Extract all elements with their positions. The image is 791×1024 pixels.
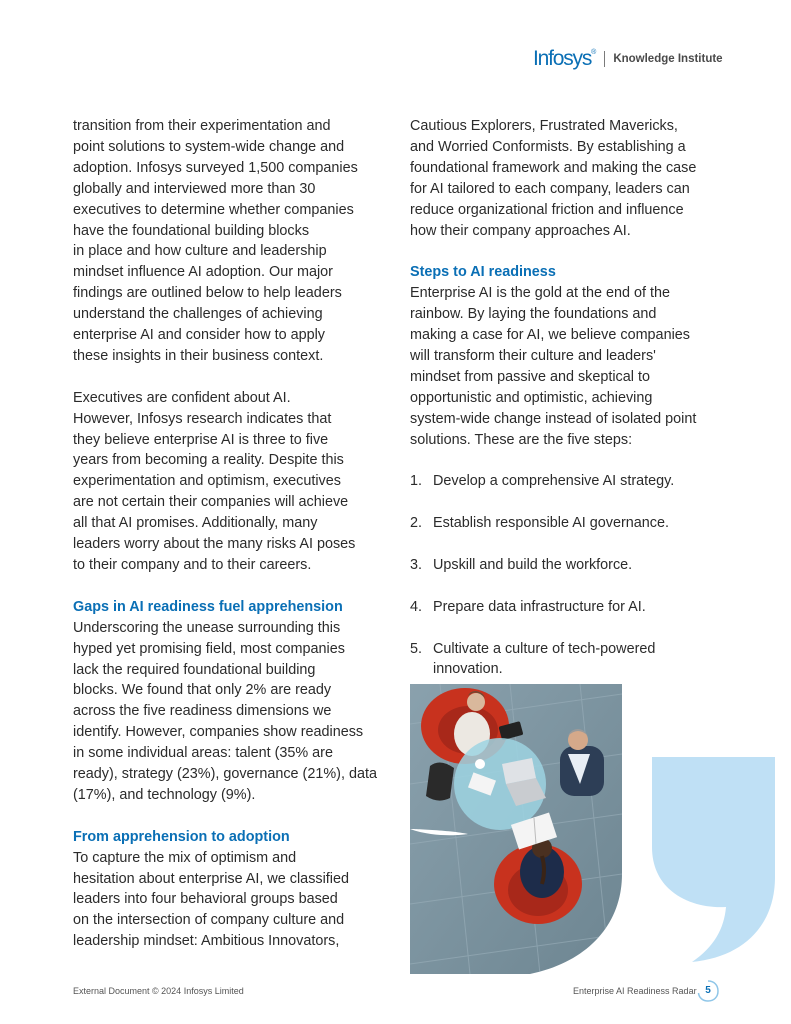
- meeting-photo: [410, 684, 622, 974]
- heading-adoption: From apprehension to adoption: [73, 828, 290, 845]
- steps-list: [410, 471, 722, 680]
- step-item: 2. Establish responsible AI governance.: [410, 515, 669, 532]
- steps-intro-paragraph: Enterprise AI is the gold at the end of the rainbow. By laying the foundations and making a case for AI, we believe companies will transform their culture and leaders' mindset from passive and skeptical to opportunistic and optimistic, achieving system-wide change instead of isolated point solutions. These are the five steps:: [410, 285, 697, 448]
- step-item: 1. Develop a comprehensive AI strategy.: [410, 473, 675, 490]
- infosys-logo: Infosys®: [533, 47, 597, 70]
- page-number: 5: [697, 980, 719, 1002]
- step-item: 3. Upskill and build the workforce.: [410, 556, 633, 573]
- groups-paragraph: Cautious Explorers, Frustrated Mavericks, and Worried Conformists. By establishing a foundational framework and making the case for AI tailored to each company, leaders can reduce organizational friction and influence how their company approaches AI.: [410, 118, 697, 239]
- heading-gaps: Gaps in AI readiness fuel apprehension: [73, 598, 343, 615]
- step-item: 4. Prepare data infrastructure for AI.: [410, 598, 646, 615]
- brand-header: [533, 48, 723, 69]
- confidence-paragraph: Executives are confident about AI. However, Infosys research indicates that they believe enterprise AI is three to five years from becoming a reality. Despite this experimentation and optimism, executives are not certain their companies will achieve all that AI promises. Additionally, many leaders worry about the many risks AI poses to their company and to their careers.: [73, 389, 356, 574]
- step-item: 5. Cultivate a culture of tech-powered innovation.: [410, 640, 656, 678]
- footer-doc-title: Enterprise AI Readiness Radar: [573, 986, 697, 996]
- heading-steps: Steps to AI readiness: [410, 264, 556, 281]
- gaps-paragraph: Underscoring the unease surrounding this hyped yet promising field, most companies lack the required foundational building blocks. We found that only 2% are ready across the five readiness dimensions we identify. However, companies show readiness in some individual areas: talent (35% are ready), strategy (23%), governance (21%), data (17%), and technology (9%).: [73, 619, 377, 803]
- adoption-paragraph: To capture the mix of optimism and hesitation about enterprise AI, we classified leaders into four behavioral groups based on the intersection of company culture and leadership mindset: Ambitious Innovators,: [73, 849, 349, 950]
- quote-comma-shape: [652, 757, 775, 962]
- brand-divider: [604, 51, 605, 67]
- intro-paragraph: transition from their experimentation and point solutions to system-wide change and adoption. Infosys surveyed 1,500 companies globally and interviewed more than 30 executives to determine whether companies have the foundational building blocks in place and how culture and leadership mindset influence AI adoption. Our major findings are outlined below to help leaders understand the challenges of achieving enterprise AI and consider how to apply these insights in their business context.: [73, 118, 358, 364]
- left-column: [73, 116, 385, 952]
- right-column: [410, 116, 722, 701]
- knowledge-institute-label: Knowledge Institute: [613, 52, 723, 65]
- footer-copyright: External Document © 2024 Infosys Limited: [73, 986, 244, 996]
